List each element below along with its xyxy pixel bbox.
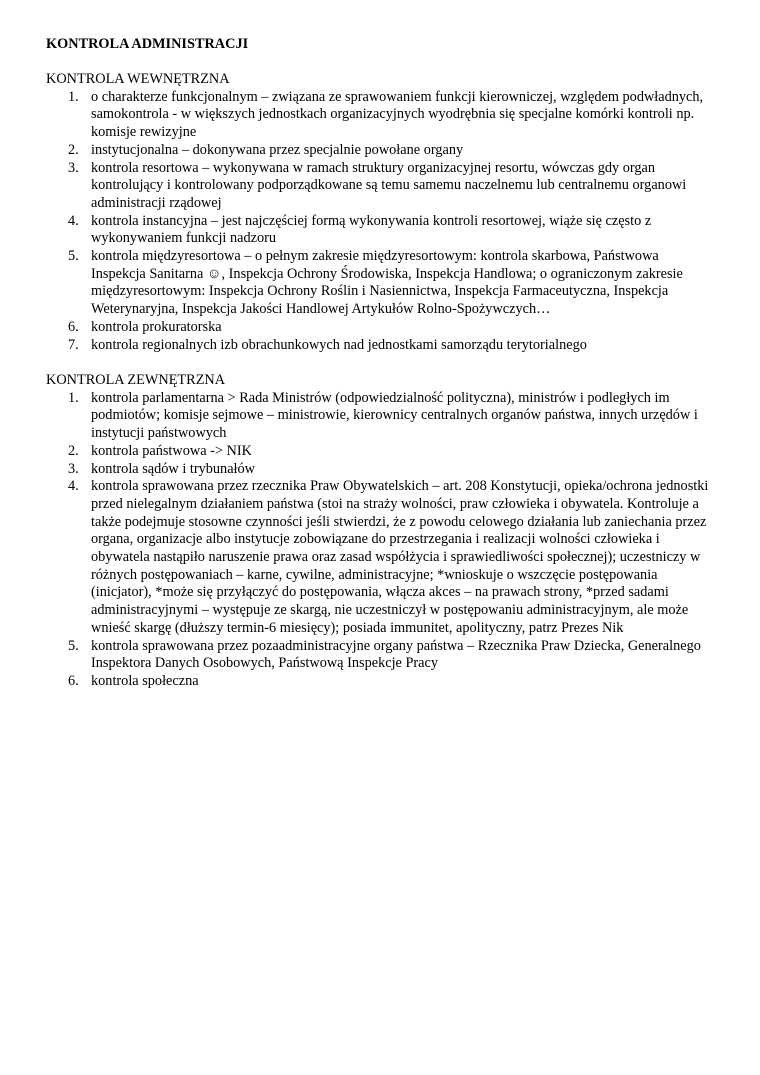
list-item <box>46 213 716 248</box>
list-item <box>46 443 716 461</box>
list-number: 1. <box>68 88 79 105</box>
list-item-text: kontrola sądów i trybunałów <box>91 460 255 477</box>
list-item <box>46 89 716 142</box>
list-item <box>46 319 716 337</box>
list-number: 6. <box>68 318 79 335</box>
list-item-text: kontrola sprawowana przez rzecznika Praw Obywatelskich – art. 208 Konstytucji, opieka/ochrona jednostki przed nielegalnym działaniem państwa (stoi na straży wolności, praw człowieka i obywatela. Kontroluje a także podejmuje stosowne czynności jeśli stwierdzi, że z powodu celowego działania lub zaniechania przez organa, organizacje albo instytucje zobowiązane do przestrzegania i realizacji wolności człowieka i obywatela nastąpiło naruszenie prawa oraz zasad współżycia i sprawiedliwości społecznej); uczestniczy w różnych postępowaniach – karne, cywilne, administracyjne; *wnioskuje o wszczęcie postępowania (inicjator), *może się przyłączyć do postępowania, włącza akces – na prawach strony, *przed sadami administracyjnymi – występuje ze skargą, nie uczestniczył w postępowaniu administracyjnym, ale może wnieść skargę (dłuższy termin-6 miesięcy); posiada immunitet, apolityczny, patrz Prezes Nik <box>91 478 709 636</box>
list-number: 2. <box>68 442 79 459</box>
list-item <box>46 673 716 691</box>
list-number: 1. <box>68 389 79 406</box>
document-title: KONTROLA ADMINISTRACJI <box>46 36 249 52</box>
list-item <box>46 248 716 319</box>
list-item-text: kontrola społeczna <box>91 672 199 689</box>
list-item <box>46 638 716 673</box>
list-item-text: instytucjonalna – dokonywana przez specjalnie powołane organy <box>91 141 464 158</box>
list-item <box>46 160 716 213</box>
list-item <box>46 337 716 355</box>
list-item-text: kontrola sprawowana przez pozaadministracyjne organy państwa – Rzecznika Praw Dziecka, Generalnego Inspektora Danych Osobowych, Państwową Inspekcje Pracy <box>91 637 701 672</box>
list-number: 6. <box>68 672 79 689</box>
section-heading: KONTROLA ZEWNĘTRZNA <box>46 372 226 388</box>
list-item-text: kontrola prokuratorska <box>91 318 222 335</box>
list-number: 5. <box>68 248 79 265</box>
numbered-list <box>46 89 716 355</box>
list-item <box>46 142 716 160</box>
list-number: 4. <box>68 478 79 495</box>
list-number: 3. <box>68 159 79 176</box>
section-heading: KONTROLA WEWNĘTRZNA <box>46 71 230 87</box>
section-internal-control <box>46 71 716 354</box>
list-item-text: kontrola państwowa -> NIK <box>91 442 252 459</box>
list-item-text: kontrola regionalnych izb obrachunkowych nad jednostkami samorządu terytorialnego <box>91 336 587 353</box>
numbered-list <box>46 390 716 691</box>
list-item <box>46 478 716 637</box>
list-item <box>46 461 716 479</box>
list-number: 5. <box>68 637 79 654</box>
list-item-text: kontrola instancyjna – jest najczęściej formą wykonywania kontroli resortowej, wiąże się często z wykonywaniem funkcji nadzoru <box>91 212 652 247</box>
section-external-control <box>46 372 716 691</box>
list-item-text: kontrola parlamentarna > Rada Ministrów (odpowiedzialność polityczna), ministrów i podległych im podmiotów; komisje sejmowe – ministrowie, kierownicy centralnych organów państwa, innych urzędów i instytucji państwowych <box>91 389 698 442</box>
list-item-text: kontrola międzyresortowa – o pełnym zakresie międzyresortowym: kontrola skarbowa, Państwowa Inspekcja Sanitarna ☺, Inspekcja Ochrony Środowiska, Inspekcja Handlowa; o ograniczonym zakresie międzyresortowym: Inspekcja Ochrony Roślin i Nasiennictwa, Inspekcja Farmaceutyczna, Inspekcja Weterynaryjna, Inspekcja Jakości Handlowej Artykułów Rolno-Spożywczych… <box>91 248 683 318</box>
list-number: 2. <box>68 141 79 158</box>
list-number: 7. <box>68 336 79 353</box>
list-item-text: kontrola resortowa – wykonywana w ramach struktury organizacyjnej resortu, wówczas gdy organ kontrolujący i kontrolowany podporządkowane są temu samemu naczelnemu lub centralnemu organowi administracji rządowej <box>91 159 687 211</box>
list-item <box>46 390 716 443</box>
list-number: 3. <box>68 460 79 477</box>
list-item-text: o charakterze funkcjonalnym – związana ze sprawowaniem funkcji kierowniczej, względem podwładnych, samokontrola - w większych jednostkach organizacyjnych wyodrębnia się specjalne komórki kontroli np. komisje rewizyjne <box>91 88 704 141</box>
list-number: 4. <box>68 212 79 229</box>
